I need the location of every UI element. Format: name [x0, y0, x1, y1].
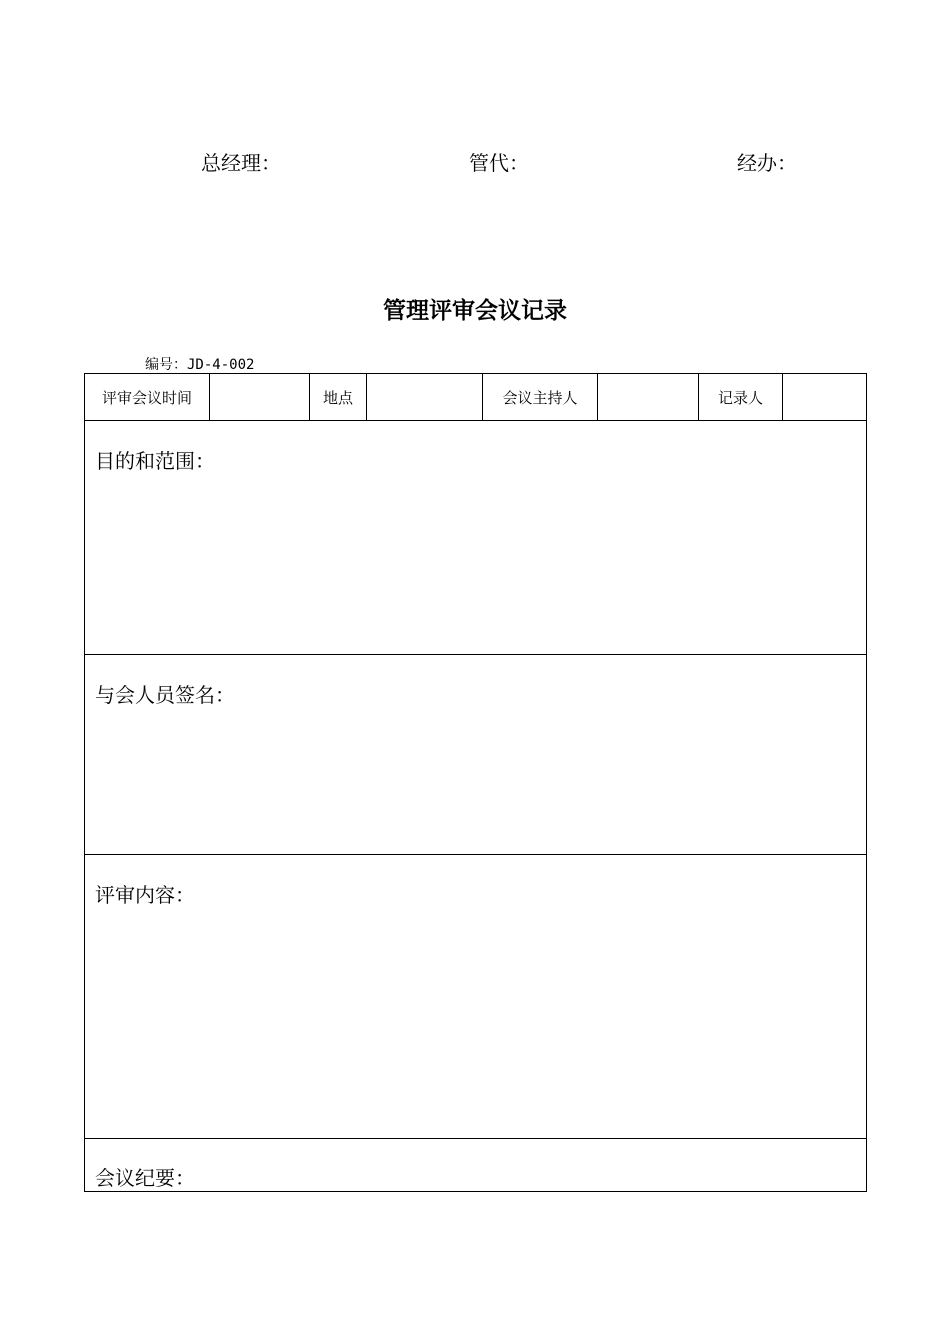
- meeting-time-field[interactable]: [210, 374, 310, 421]
- general-manager-signature-label: 总经理：: [201, 151, 281, 175]
- management-rep-signature-label: 管代：: [469, 151, 529, 175]
- attendees-field[interactable]: [85, 655, 867, 855]
- attendees-label: 与会人员签名：: [95, 683, 235, 707]
- document-title: 管理评审会议记录: [383, 298, 567, 324]
- purpose-section: [85, 421, 867, 655]
- recorder-label: 记录人: [699, 374, 783, 421]
- meeting-record-form: [84, 373, 867, 1192]
- review-content-section: [85, 855, 867, 1139]
- document-number-label: 编号：: [145, 357, 187, 373]
- header-row: [85, 374, 867, 421]
- host-label: 会议主持人: [483, 374, 598, 421]
- meeting-time-label: 评审会议时间: [85, 374, 210, 421]
- handler-signature-label: 经办：: [737, 151, 797, 175]
- location-field[interactable]: [367, 374, 483, 421]
- recorder-field[interactable]: [783, 374, 867, 421]
- document-number: [145, 356, 254, 374]
- attendees-section: [85, 655, 867, 855]
- review-content-field[interactable]: [85, 855, 867, 1139]
- review-content-label: 评审内容：: [95, 883, 195, 907]
- minutes-section: [85, 1139, 867, 1192]
- minutes-label: 会议纪要：: [95, 1166, 195, 1190]
- document-number-value: JD-4-002: [187, 357, 255, 373]
- host-field[interactable]: [598, 374, 699, 421]
- purpose-label: 目的和范围：: [95, 449, 215, 473]
- location-label: 地点: [310, 374, 367, 421]
- purpose-field[interactable]: [85, 421, 867, 655]
- minutes-field[interactable]: [85, 1139, 867, 1192]
